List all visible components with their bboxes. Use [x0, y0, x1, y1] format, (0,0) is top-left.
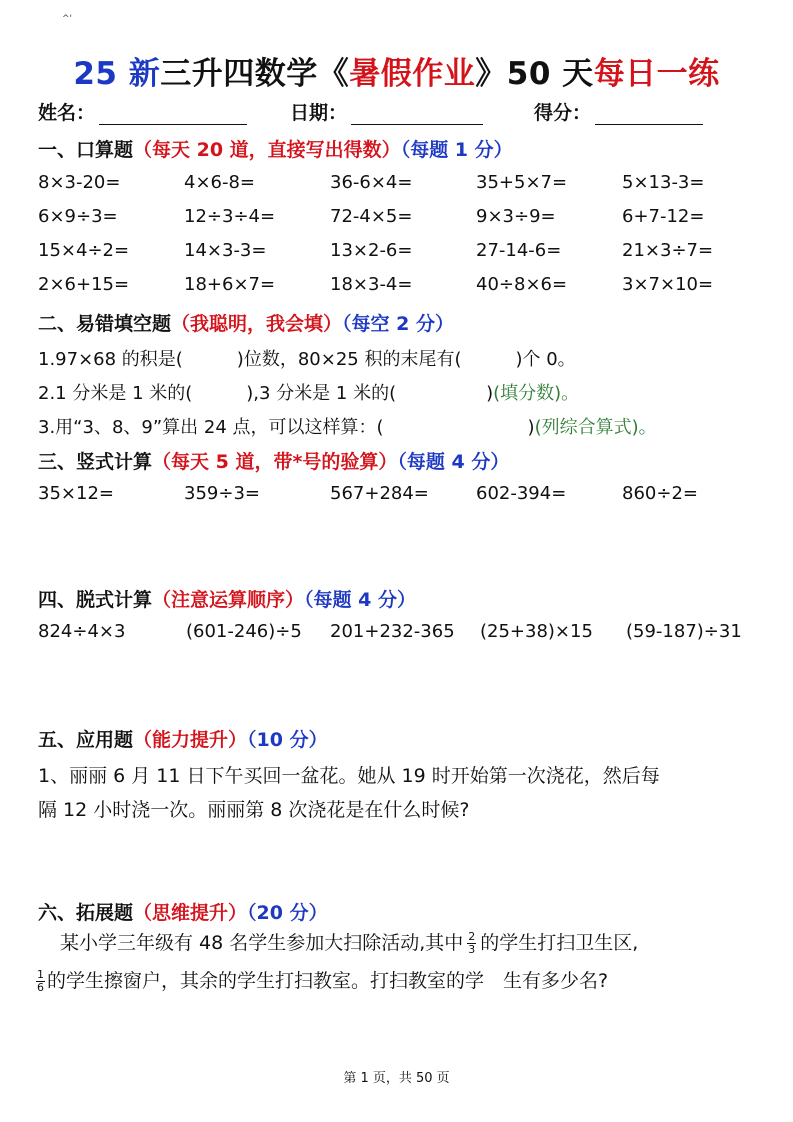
date-blank[interactable] [351, 104, 483, 125]
section-4-note: （注意运算顺序） [152, 589, 305, 611]
fill-question-2-text: 2.1 分米是 1 米的( ),3 分米是 1 米的( ) [38, 383, 494, 404]
oral-item: 18×3-4= [330, 274, 413, 295]
title-part-3: 暑假作业 [349, 56, 476, 92]
name-field[interactable] [38, 98, 247, 125]
section-1-heading [38, 135, 513, 162]
fraction-two-thirds [467, 931, 476, 956]
section-1-note: （每天 20 道，直接写出得数） [133, 139, 401, 161]
fraction-denominator: 3 [468, 943, 476, 956]
name-label: 姓名： [38, 102, 96, 124]
extension-text-c: 的学生擦窗户，其余的学生打扫教室。打扫教室的学 生有多少名? [47, 970, 609, 992]
section-2-heading [38, 309, 454, 336]
oral-item: 3×7×10= [622, 274, 714, 295]
oral-item: 35+5×7= [476, 172, 568, 193]
score-blank[interactable] [595, 104, 703, 125]
oral-item: 2×6+15= [38, 274, 130, 295]
extension-line-2 [36, 966, 608, 994]
section-3-note: （每天 5 道，带*号的验算） [152, 451, 398, 473]
vertical-item: 860÷2= [622, 483, 698, 504]
page-footer: 第 1 页，共 50 页 [343, 1071, 450, 1086]
section-6-title: 六、拓展题 [38, 902, 134, 924]
oral-item: 72-4×5= [330, 206, 413, 227]
fill-question-1: 1.97×68 的积是( )位数，80×25 积的末尾有( )个 0。 [38, 349, 576, 370]
stepwise-item: (59-187)÷31 [626, 621, 742, 642]
name-blank[interactable] [99, 104, 247, 125]
date-label: 日期： [290, 102, 348, 124]
section-4-score: （每题 4 分） [304, 589, 416, 611]
vertical-item: 567+284= [330, 483, 429, 504]
fill-question-3-hint: (列综合算式)。 [534, 417, 657, 438]
title-part-5: 每日一练 [593, 56, 720, 92]
vertical-item: 35×12= [38, 483, 114, 504]
extension-text-a: 某小学三年级有 48 名学生参加大扫除活动,其中 [60, 932, 464, 954]
fraction-numerator: 1 [37, 968, 44, 981]
fill-question-3-text: 3.用“3、8、9”算出 24 点，可以这样算：( ) [38, 417, 535, 438]
vertical-item: 602-394= [476, 483, 567, 504]
fill-question-3 [38, 413, 657, 439]
section-3-score: （每题 4 分） [397, 451, 510, 473]
section-2-note: （我聪明，我会填） [171, 313, 343, 335]
title-part-4: 》50 天 [475, 56, 594, 92]
oral-item: 27-14-6= [476, 240, 562, 261]
section-6-score: （20 分） [247, 902, 328, 924]
oral-item: 40÷8×6= [476, 274, 568, 295]
oral-item: 9×3÷9= [476, 206, 556, 227]
oral-item: 12÷3÷4= [184, 206, 276, 227]
oral-item: 4×6-8= [184, 172, 256, 193]
vertical-item: 359÷3= [184, 483, 260, 504]
date-field[interactable] [290, 98, 483, 125]
oral-item: 36-6×4= [330, 172, 413, 193]
section-4-title: 四、脱式计算 [38, 589, 153, 611]
fraction-denominator: 6 [37, 981, 44, 994]
section-4-heading [38, 585, 416, 612]
section-2-title: 二、易错填空题 [38, 313, 172, 335]
section-6-note: （思维提升） [133, 902, 248, 924]
page-title [0, 48, 793, 93]
header-mark: ^' [62, 14, 73, 24]
section-2-score: （每空 2 分） [342, 313, 454, 335]
application-line-2: 隔 12 小时浇一次。丽丽第 8 次浇花是在什么时候? [38, 799, 470, 821]
oral-item: 13×2-6= [330, 240, 413, 261]
section-1-title: 一、口算题 [38, 139, 134, 161]
section-3-title: 三、竖式计算 [38, 451, 153, 473]
application-line-1: 1、丽丽 6 月 11 日下午买回一盆花。她从 19 时开始第一次浇花，然后每 [38, 765, 660, 787]
score-field[interactable] [534, 98, 703, 125]
title-part-1: 25 新 [73, 56, 161, 92]
stepwise-item: 824÷4×3 [38, 621, 126, 642]
fraction-one-sixth [36, 969, 45, 994]
stepwise-item: (601-246)÷5 [186, 621, 302, 642]
oral-item: 14×3-3= [184, 240, 267, 261]
oral-item: 5×13-3= [622, 172, 705, 193]
section-5-heading [38, 725, 328, 752]
extension-text-b: 的学生打扫卫生区, [480, 932, 639, 954]
oral-item: 18+6×7= [184, 274, 276, 295]
section-3-heading [38, 447, 509, 474]
fill-question-2-hint: (填分数)。 [493, 383, 580, 404]
section-1-score: （每题 1 分） [400, 139, 513, 161]
oral-item: 8×3-20= [38, 172, 121, 193]
fraction-numerator: 2 [468, 930, 476, 943]
section-5-note: （能力提升） [133, 729, 248, 751]
fill-question-2 [38, 379, 579, 405]
section-5-score: （10 分） [247, 729, 328, 751]
stepwise-item: 201+232-365 [330, 621, 455, 642]
section-5-title: 五、应用题 [38, 729, 134, 751]
score-label: 得分： [534, 102, 592, 124]
section-6-heading [38, 898, 328, 925]
oral-item: 21×3÷7= [622, 240, 714, 261]
extension-line-1 [60, 928, 638, 956]
oral-item: 15×4÷2= [38, 240, 130, 261]
title-part-2: 三升四数学《 [160, 56, 350, 92]
stepwise-item: (25+38)×15 [480, 621, 593, 642]
oral-item: 6×9÷3= [38, 206, 118, 227]
oral-item: 6+7-12= [622, 206, 705, 227]
